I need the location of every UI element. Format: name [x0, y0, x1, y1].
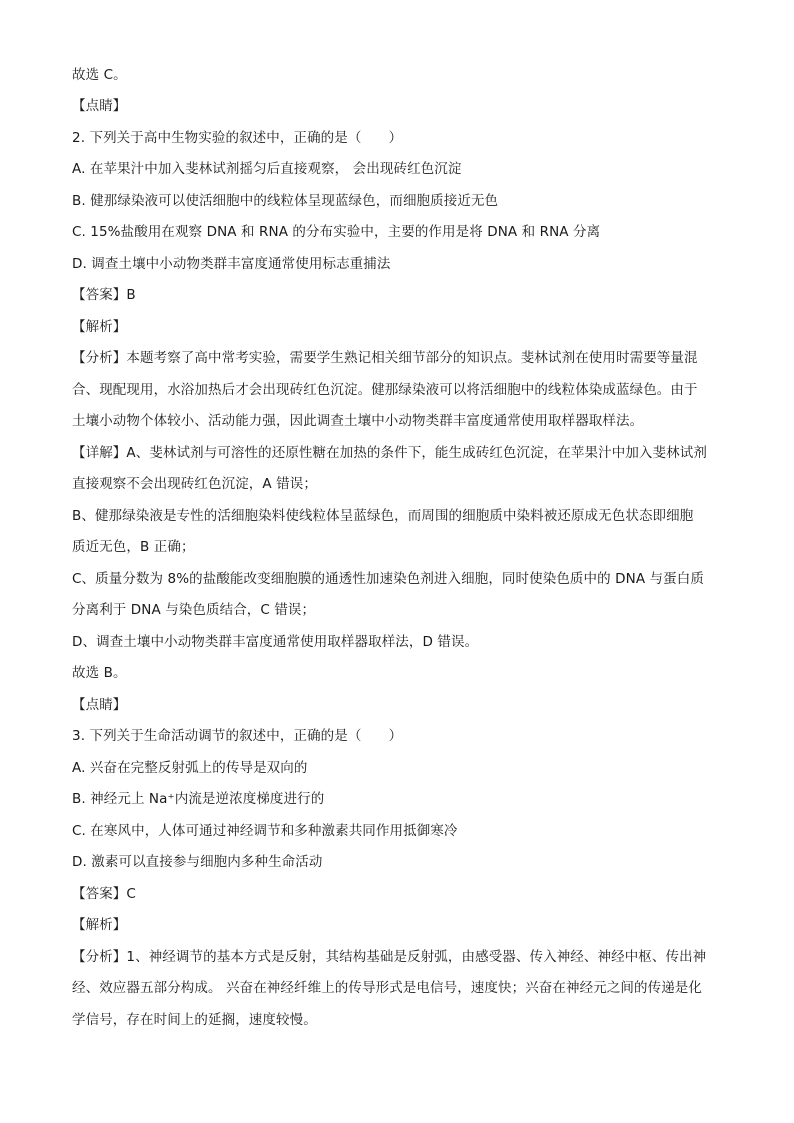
- text-line: 故选 C。: [72, 67, 127, 83]
- answer-label: 【答案】C: [72, 886, 136, 902]
- text-line: 学信号，存在时间上的延搁，速度较慢。: [72, 1012, 317, 1028]
- text-line: D、调查土壤中小动物类群丰富度通常使用取样器取样法，D 错误。: [72, 634, 479, 650]
- text-line: 【详解】A、斐林试剂与可溶性的还原性糖在加热的条件下，能生成砖红色沉淀，在苹果汁中加入斐林试剂: [72, 445, 707, 461]
- text-line: 直接观察不会出现砖红色沉淀，A 错误；: [72, 476, 317, 492]
- section-label: 【解析】: [72, 319, 127, 335]
- text-line: 【分析】1、神经调节的基本方式是反射，其结构基础是反射弧，由感受器、传入神经、神经中枢、传出神: [72, 949, 707, 965]
- text-line: 土壤小动物个体较小、活动能力强，因此调查土壤中小动物类群丰富度通常使用取样器取样法。: [72, 413, 644, 429]
- option-b: B. 神经元上 Na⁺内流是逆浓度梯度进行的: [72, 791, 325, 807]
- option-c: C. 在寒风中，人体可通过神经调节和多种激素共同作用抵御寒冷: [72, 823, 458, 839]
- text-line: C、质量分数为 8%的盐酸能改变细胞膜的通透性加速染色剂进入细胞，同时使染色质中的 DNA 与蛋白质: [72, 571, 704, 587]
- option-a: A. 在苹果汁中加入斐林试剂摇匀后直接观察， 会出现砖红色沉淀: [72, 161, 462, 177]
- option-a: A. 兴奋在完整反射弧上的传导是双向的: [72, 760, 308, 776]
- option-b: B. 健那绿染液可以使活细胞中的线粒体呈现蓝绿色，而细胞质接近无色: [72, 193, 499, 209]
- text-line: 质近无色，B 正确；: [72, 539, 195, 555]
- section-label: 【点睛】: [72, 697, 127, 713]
- text-line: 经、效应器五部分构成。 兴奋在神经纤维上的传导形式是电信号，速度快；兴奋在神经元之间的传递是化: [72, 980, 702, 996]
- option-d: D. 调查土壤中小动物类群丰富度通常使用标志重捕法: [72, 256, 391, 272]
- text-line: 【分析】本题考察了高中常考实验，需要学生熟记相关细节部分的知识点。斐林试剂在使用时需要等量混: [72, 350, 698, 366]
- question-stem: 3. 下列关于生命活动调节的叙述中，正确的是（ ）: [72, 728, 403, 744]
- option-d: D. 激素可以直接参与细胞内多种生命活动: [72, 854, 323, 870]
- text-line: B、健那绿染液是专性的活细胞染料使线粒体呈蓝绿色，而周围的细胞质中染料被还原成无色状态即细胞: [72, 508, 694, 524]
- question-stem: 2. 下列关于高中生物实验的叙述中，正确的是（ ）: [72, 130, 403, 146]
- section-label: 【解析】: [72, 917, 127, 933]
- option-c: C. 15%盐酸用在观察 DNA 和 RNA 的分布实验中，主要的作用是将 DNA 和 RNA 分离: [72, 224, 601, 240]
- text-line: 合、现配现用，水浴加热后才会出现砖红色沉淀。健那绿染液可以将活细胞中的线粒体染成蓝绿色。由于: [72, 382, 698, 398]
- text-line: 故选 B。: [72, 665, 127, 681]
- section-label: 【点睛】: [72, 98, 127, 114]
- text-line: 分离利于 DNA 与染色质结合，C 错误；: [72, 602, 316, 618]
- answer-label: 【答案】B: [72, 287, 136, 303]
